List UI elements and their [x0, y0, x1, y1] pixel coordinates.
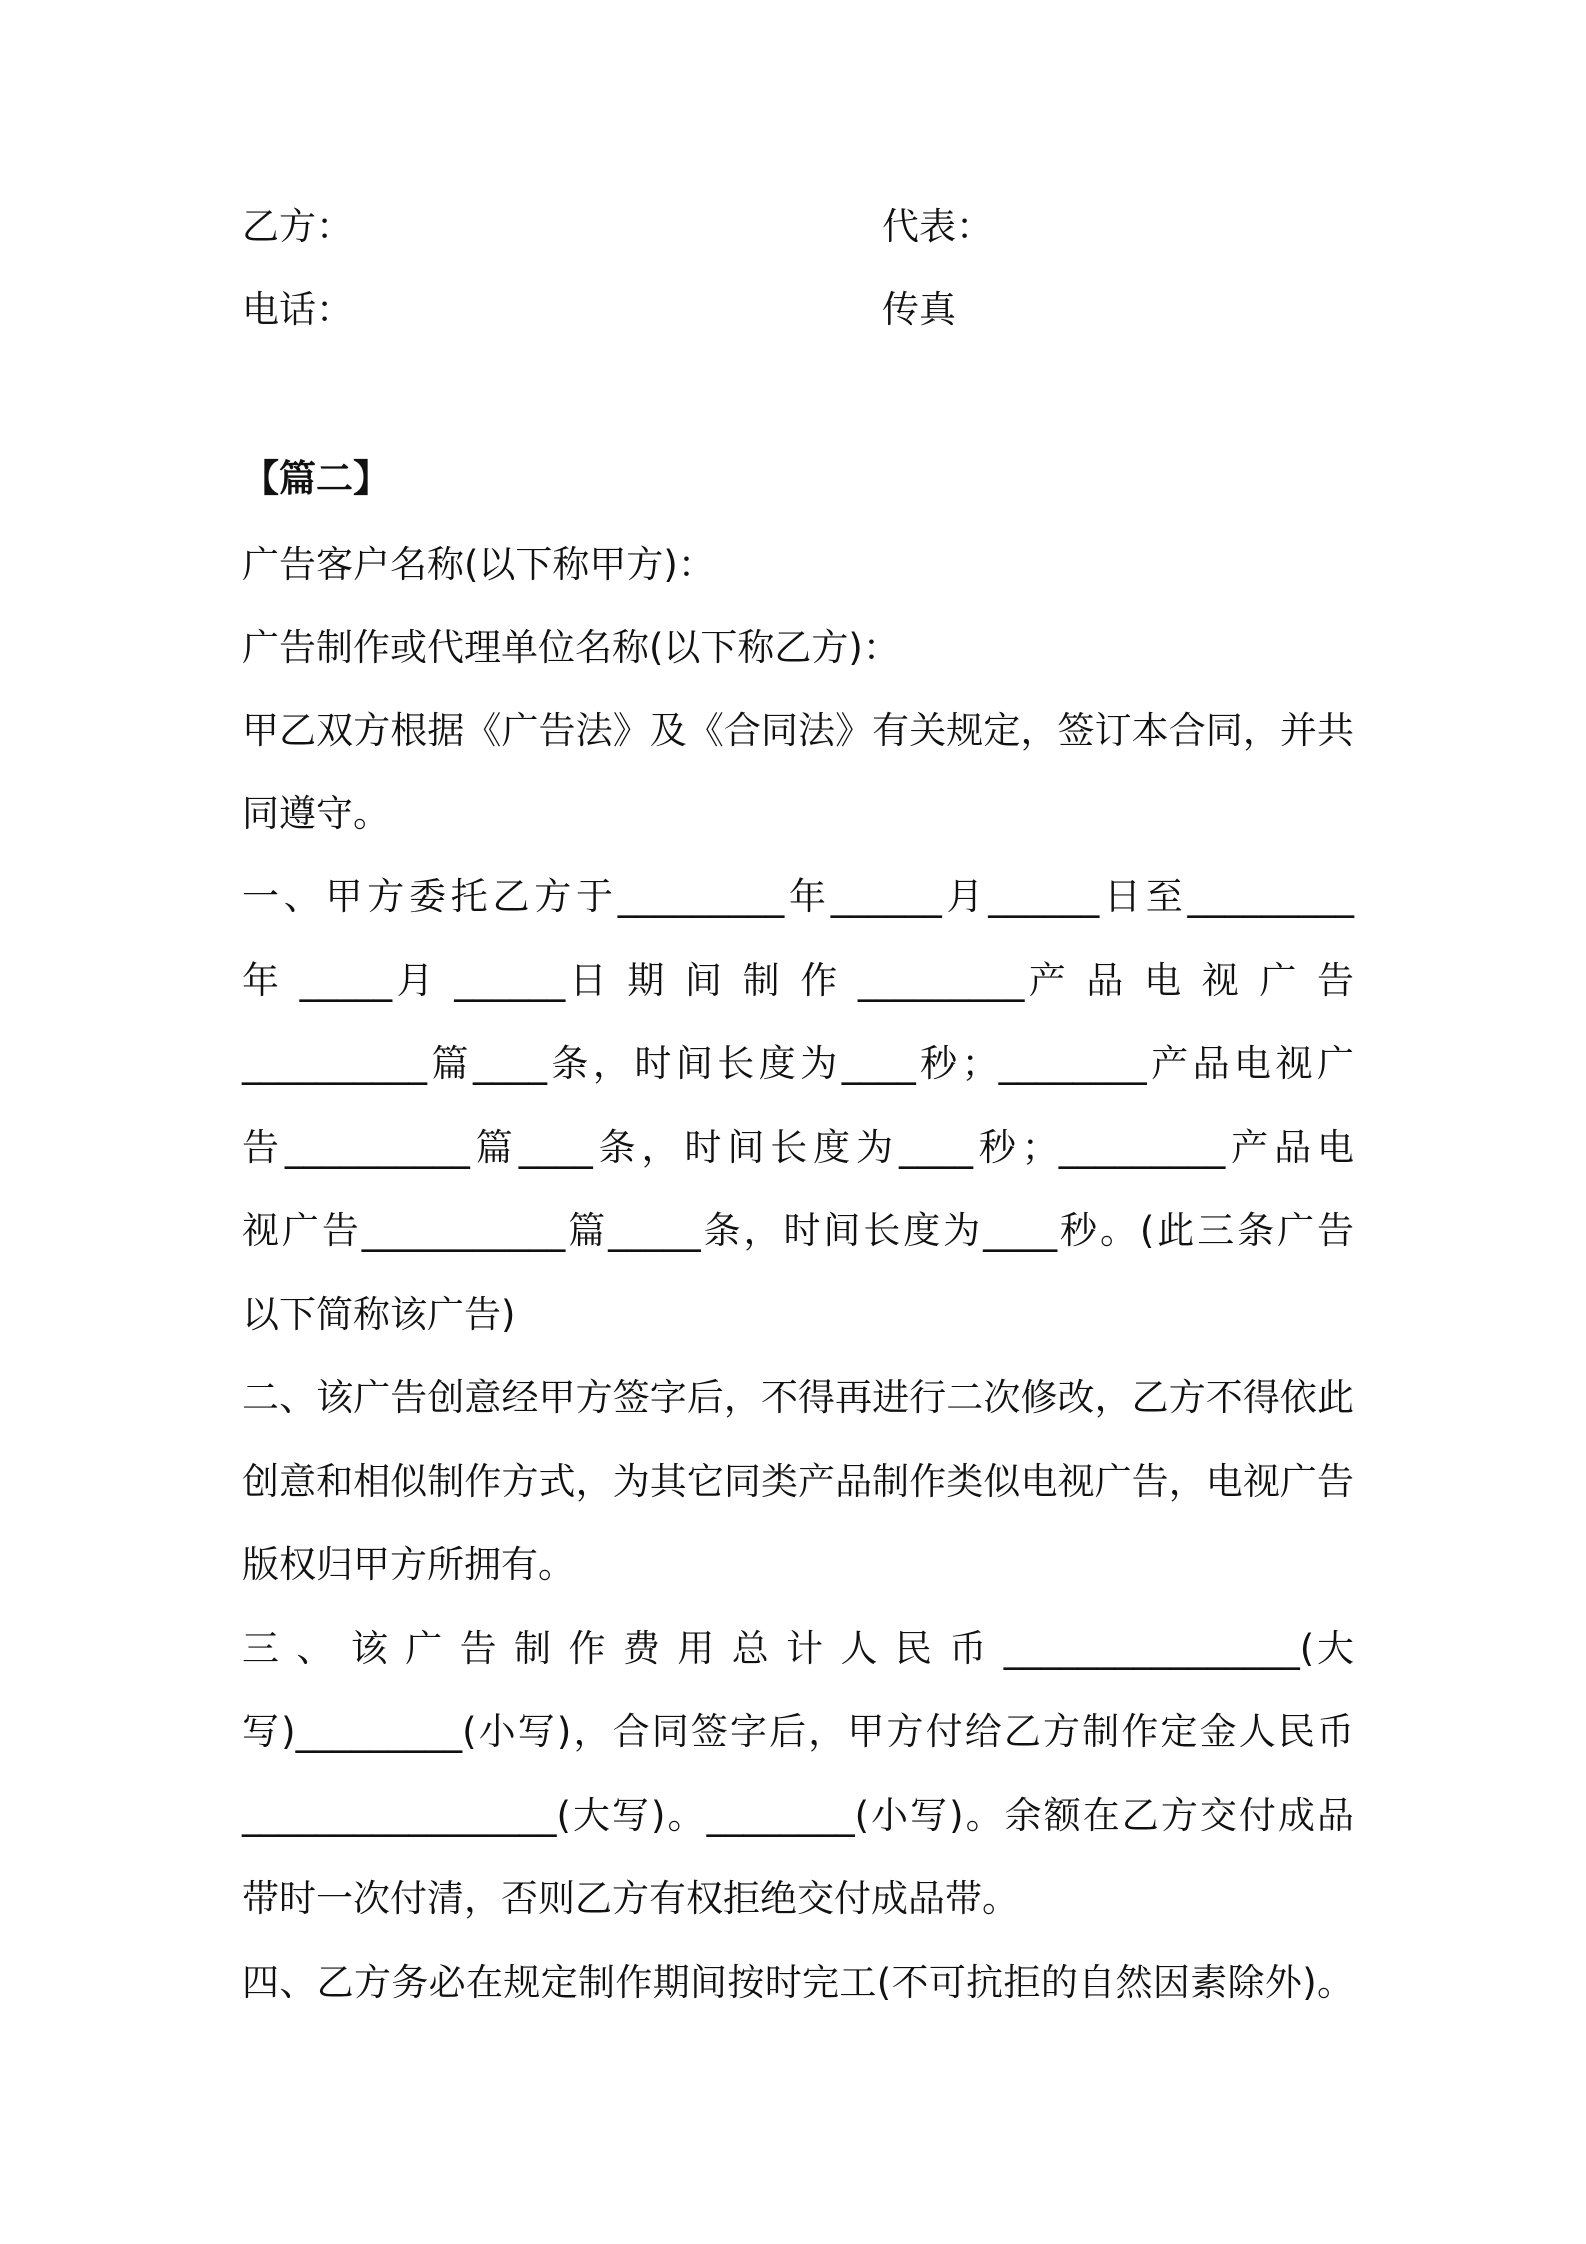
- phone-label: 电话：: [242, 288, 353, 331]
- agency-name-line: 广告制作或代理单位名称(以下称乙方)：: [242, 626, 900, 669]
- clause-1-line-3: __________篇____条，时间长度为____秒；________产品电视广: [242, 1042, 1354, 1085]
- section-heading: 【篇二】: [242, 457, 390, 500]
- clause-4-line-1: 四、乙方务必在规定制作期间按时完工(不可抗拒的自然因素除外)。: [242, 1961, 1354, 2004]
- clause-3-line-3: _________________(大写)。________(小写)。余额在乙方交付成品: [242, 1794, 1354, 1837]
- clause-1-line-5: 视广告___________篇_____条，时间长度为____秒。(此三条广告: [242, 1209, 1354, 1252]
- clause-3-line-4: 带时一次付清，否则乙方有权拒绝交付成品带。: [242, 1877, 1019, 1920]
- representative-label: 代表：: [882, 205, 993, 248]
- fax-label: 传真: [882, 288, 956, 331]
- clause-3-line-2: 写)_________(小写)，合同签字后，甲方付给乙方制作定金人民币: [242, 1710, 1354, 1753]
- clause-3-line-1: 三 、 该 广 告 制 作 费 用 总 计 人 民 币 ________________(大: [242, 1627, 1354, 1670]
- clause-1-line-6: 以下简称该广告): [242, 1293, 516, 1336]
- clause-1-line-4: 告__________篇____条，时间长度为____秒；_________产品电: [242, 1126, 1354, 1169]
- clause-1-line-2: 年 _____月 ______日 期 间 制 作 _________产 品 电 视 广 告: [242, 959, 1354, 1002]
- clause-2-line-2: 创意和相似制作方式，为其它同类产品制作类似电视广告，电视广告: [242, 1460, 1354, 1503]
- client-name-line: 广告客户名称(以下称甲方)：: [242, 543, 715, 586]
- clause-2-line-1: 二、该广告创意经甲方签字后，不得再进行二次修改，乙方不得依此: [242, 1376, 1354, 1419]
- preamble-line-1: 甲乙双方根据《广告法》及《合同法》有关规定，签订本合同，并共: [242, 709, 1354, 752]
- preamble-line-2: 同遵守。: [242, 792, 390, 835]
- party-b-label: 乙方：: [242, 205, 353, 248]
- clause-1-line-1: 一、甲方委托乙方于_________年______月______日至_________: [242, 875, 1354, 918]
- clause-2-line-3: 版权归甲方所拥有。: [242, 1543, 575, 1586]
